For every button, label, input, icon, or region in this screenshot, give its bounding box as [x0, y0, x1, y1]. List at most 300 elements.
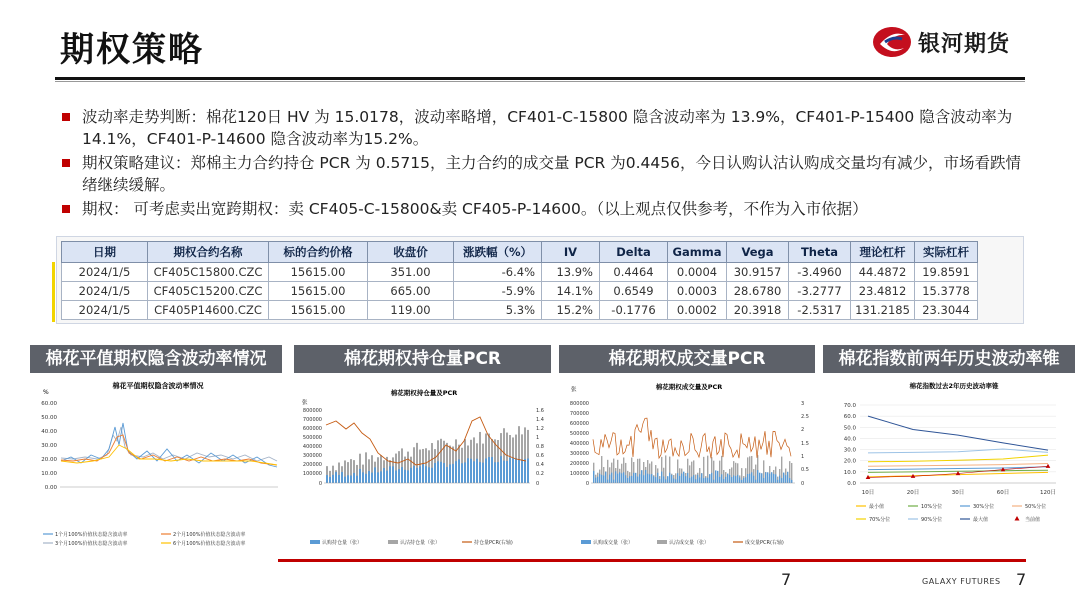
table-cell: 131.2185 — [851, 301, 915, 320]
y-tick: 30.00 — [41, 443, 57, 449]
y-tick: 300000 — [302, 453, 322, 459]
call-vol-bar — [693, 475, 694, 483]
call-vol-bar — [679, 476, 680, 483]
table-cell: 15.2% — [542, 301, 600, 320]
col-header: Theta — [789, 242, 851, 263]
y-tick: 400000 — [569, 441, 589, 447]
title-divider — [55, 77, 1025, 80]
call-oi-bar — [527, 459, 529, 483]
call-oi-bar — [419, 466, 421, 483]
call-vol-bar — [729, 475, 730, 483]
call-vol-bar — [717, 471, 718, 483]
call-vol-bar — [683, 472, 684, 483]
call-vol-bar — [719, 477, 720, 483]
call-vol-bar — [733, 475, 734, 483]
y-tick: 500000 — [569, 431, 589, 437]
call-oi-bar — [524, 459, 526, 483]
y-tick: 600000 — [569, 421, 589, 427]
y2-tick: 1 — [801, 454, 805, 460]
bullet-strategy: 期权策略建议：郑棉主力合约持仓 PCR 为 0.5715，主力合约的成交量 PCR 为0.4456，今日认购认沽认购成交量均有减少，市场看跌情绪继续缓解。 — [62, 152, 1024, 196]
call-vol-bar — [671, 475, 672, 483]
table-cell: 665.00 — [368, 282, 454, 301]
options-table-frame — [56, 236, 1024, 324]
call-oi-bar — [365, 474, 367, 483]
bullet-options: 期权： 可考虑卖出宽跨期权：卖 CF405-C-15800&卖 CF405-P-14600。（以上观点仅供参考，不作为入市依据） — [62, 198, 1024, 220]
call-vol-bar — [699, 478, 700, 483]
call-vol-bar — [645, 470, 646, 483]
call-oi-bar — [332, 475, 334, 483]
y2-tick: 0.8 — [536, 444, 544, 450]
call-vol-bar — [771, 472, 772, 483]
put-vol-bar — [665, 455, 666, 483]
table-cell: 15615.00 — [269, 282, 368, 301]
legend-item: 当前值 — [1025, 517, 1041, 523]
call-vol-bar — [703, 478, 704, 483]
y2-tick: 3 — [801, 401, 805, 407]
call-oi-bar — [338, 475, 340, 483]
table-cell: 44.4872 — [851, 263, 915, 282]
call-oi-bar — [461, 463, 463, 483]
legend-item: 成交量PCR(右轴) — [745, 540, 784, 546]
chart-title: 棉花平值期权隐含波动率情况 — [112, 382, 204, 390]
y-tick: 200000 — [569, 461, 589, 467]
call-vol-bar — [763, 478, 764, 483]
oi-pcr-chart — [296, 375, 552, 553]
call-oi-bar — [455, 461, 457, 483]
y-tick: 60.0 — [843, 414, 856, 421]
call-oi-bar — [476, 459, 478, 483]
call-vol-bar — [761, 473, 762, 483]
call-vol-bar — [695, 479, 696, 483]
y-tick: 700000 — [569, 411, 589, 417]
call-oi-bar — [416, 468, 418, 483]
call-vol-bar — [721, 474, 722, 483]
call-vol-bar — [653, 476, 654, 483]
call-vol-bar — [651, 474, 652, 483]
call-oi-bar — [512, 458, 514, 483]
vol-bars — [593, 455, 792, 483]
footer-brand: GALAXY FUTURES — [922, 577, 1001, 586]
call-vol-bar — [609, 475, 610, 483]
y-tick: 100000 — [302, 471, 322, 477]
legend-item: 3个月100%价值状态隐含波动率 — [55, 541, 128, 547]
call-oi-bar — [521, 460, 523, 483]
call-vol-bar — [787, 472, 788, 483]
table-cell: 0.4464 — [600, 263, 668, 282]
call-vol-bar — [603, 476, 604, 483]
call-vol-bar — [621, 473, 622, 483]
call-oi-bar — [494, 462, 496, 483]
call-vol-bar — [673, 478, 674, 483]
call-oi-bar — [344, 477, 346, 483]
brand-name: 银河期货 — [918, 31, 1011, 57]
y2-tick: 1.5 — [801, 441, 809, 447]
call-oi-bar — [347, 475, 349, 483]
legend-item: 1个月100%价值状态隐含波动率 — [55, 532, 128, 538]
call-oi-bar — [437, 461, 439, 483]
y-tick: 0.00 — [44, 485, 57, 491]
footer-divider — [278, 559, 1026, 562]
highlight-bar — [52, 262, 55, 322]
call-oi-bar — [470, 459, 472, 483]
call-oi-bar — [389, 466, 391, 483]
call-vol-bar — [611, 473, 612, 483]
series-line — [868, 464, 1048, 467]
call-vol-bar — [633, 473, 634, 483]
call-vol-bar — [657, 473, 658, 483]
legend-item: 认购成交量（张） — [593, 540, 634, 546]
y-tick: 700000 — [302, 417, 322, 423]
call-vol-bar — [709, 474, 710, 483]
bullet-volatility: 波动率走势判断：棉花120日 HV 为 15.0178，波动率略增，CF401-C-15800 隐含波动率为 13.9%，CF401-P-15400 隐含波动率为 14.1%，CF401-P-14600 隐含波动率为15.2%。 — [62, 106, 1024, 150]
call-vol-bar — [739, 478, 740, 483]
table-cell: 0.0002 — [668, 301, 727, 320]
call-vol-bar — [619, 472, 620, 483]
legend-item: 认沽成交量（张） — [669, 540, 710, 546]
y2-tick: 1.6 — [536, 408, 544, 414]
y-tick: 0.0 — [847, 481, 856, 487]
y-tick: 10.00 — [41, 471, 57, 477]
y-tick: 70.0 — [843, 403, 856, 409]
table-row — [62, 263, 978, 282]
table-cell: 0.0003 — [668, 282, 727, 301]
call-oi-bar — [362, 472, 364, 483]
y2-tick: 0 — [801, 481, 805, 487]
table-cell: 23.4812 — [851, 282, 915, 301]
call-vol-bar — [781, 478, 782, 483]
call-vol-bar — [759, 473, 760, 483]
call-oi-bar — [473, 461, 475, 483]
call-vol-bar — [659, 479, 660, 483]
call-vol-bar — [769, 474, 770, 483]
call-vol-bar — [623, 472, 624, 483]
call-vol-bar — [737, 475, 738, 483]
col-header: Gamma — [668, 242, 727, 263]
call-vol-bar — [691, 477, 692, 483]
call-oi-bar — [515, 458, 517, 483]
call-vol-bar — [757, 470, 758, 483]
call-vol-bar — [777, 480, 778, 483]
call-vol-bar — [779, 476, 780, 483]
legend-item: 2个月100%价值状态隐含波动率 — [173, 532, 246, 538]
iv-chart — [33, 375, 283, 553]
current-marker — [1046, 464, 1051, 468]
bullet-marker-icon — [62, 205, 70, 213]
call-vol-bar — [685, 476, 686, 483]
panel-heading-iv: 棉花平值期权隐含波动率情况 — [30, 345, 282, 373]
call-oi-bar — [485, 459, 487, 483]
call-vol-bar — [735, 476, 736, 483]
legend-item: 最大值 — [973, 517, 989, 523]
call-oi-bar — [488, 457, 490, 483]
call-vol-bar — [615, 471, 616, 483]
col-header: 期权合约名称 — [148, 242, 269, 263]
call-oi-bar — [446, 467, 448, 483]
call-vol-bar — [773, 474, 774, 483]
table-cell: -3.4960 — [789, 263, 851, 282]
call-oi-bar — [341, 472, 343, 483]
call-vol-bar — [635, 473, 636, 483]
call-vol-bar — [731, 477, 732, 483]
call-vol-bar — [767, 472, 768, 483]
call-oi-bar — [326, 475, 328, 483]
chart-unit: % — [43, 389, 49, 396]
options-table — [61, 241, 978, 320]
call-oi-bar — [398, 469, 400, 483]
call-oi-bar — [371, 473, 373, 483]
legend-item: 认沽持仓量（张） — [400, 540, 441, 546]
hv-cone-chart — [824, 375, 1074, 555]
call-oi-bar — [434, 463, 436, 483]
col-header: 日期 — [62, 242, 148, 263]
title-divider-thin — [55, 81, 1025, 82]
table-cell: -0.1776 — [600, 301, 668, 320]
call-vol-bar — [753, 476, 754, 483]
call-vol-bar — [595, 478, 596, 483]
y2-tick: 1 — [536, 435, 540, 441]
oi-bars — [326, 426, 529, 483]
call-oi-bar — [431, 468, 433, 483]
call-oi-bar — [329, 477, 331, 483]
call-oi-bar — [353, 473, 355, 483]
call-oi-bar — [440, 462, 442, 483]
col-header: 标的合约价格 — [269, 242, 368, 263]
call-vol-bar — [755, 480, 756, 483]
table-cell: 15615.00 — [269, 263, 368, 282]
y-tick: 0 — [318, 481, 322, 487]
call-vol-bar — [639, 474, 640, 483]
call-oi-bar — [479, 462, 481, 483]
call-vol-bar — [597, 477, 598, 483]
call-vol-bar — [715, 470, 716, 483]
call-oi-bar — [356, 476, 358, 483]
table-cell: CF405C15200.CZC — [148, 282, 269, 301]
call-vol-bar — [593, 471, 594, 483]
call-oi-bar — [428, 467, 430, 483]
y-tick: 40.0 — [843, 436, 856, 443]
call-oi-bar — [407, 470, 409, 483]
chart-title: 棉花指数过去2年历史波动率锥 — [909, 382, 999, 390]
y2-tick: 0.5 — [801, 467, 809, 473]
table-cell: 5.3% — [454, 301, 542, 320]
call-vol-bar — [599, 474, 600, 483]
call-oi-bar — [509, 458, 511, 483]
call-oi-bar — [377, 472, 379, 483]
table-cell: -3.2777 — [789, 282, 851, 301]
call-vol-bar — [745, 477, 746, 483]
call-vol-bar — [629, 476, 630, 483]
y-tick: 200000 — [302, 462, 322, 468]
call-oi-bar — [422, 464, 424, 483]
call-oi-bar — [500, 456, 502, 483]
legend-item: 6个月100%价值状态隐含波动率 — [173, 541, 246, 547]
brand-logo — [872, 26, 1010, 58]
col-header: 理论杠杆 — [851, 242, 915, 263]
call-vol-bar — [751, 472, 752, 483]
y2-tick: 2 — [801, 427, 805, 433]
table-cell: 15615.00 — [269, 301, 368, 320]
call-vol-bar — [681, 474, 682, 483]
legend-item: 90%分位 — [921, 517, 943, 523]
x-tick: 20日 — [906, 490, 920, 496]
call-vol-bar — [605, 472, 606, 483]
call-oi-bar — [368, 471, 370, 483]
call-vol-bar — [613, 480, 614, 483]
y2-tick: 0 — [536, 481, 540, 487]
call-oi-bar — [452, 464, 454, 483]
y-tick: 40.00 — [41, 429, 57, 435]
call-vol-bar — [697, 475, 698, 483]
put-vol-bar — [607, 460, 608, 483]
table-cell: 351.00 — [368, 263, 454, 282]
call-oi-bar — [383, 468, 385, 483]
call-vol-bar — [617, 474, 618, 483]
call-oi-bar — [392, 466, 394, 483]
col-header: Delta — [600, 242, 668, 263]
call-oi-bar — [335, 472, 337, 483]
call-oi-bar — [374, 467, 376, 483]
x-tick: 60日 — [996, 490, 1010, 496]
table-cell: 2024/1/5 — [62, 263, 148, 282]
call-vol-bar — [725, 477, 726, 483]
call-oi-bar — [443, 463, 445, 483]
chart-unit: 张 — [302, 400, 308, 406]
table-cell: 13.9% — [542, 263, 600, 282]
x-tick: 10日 — [861, 490, 875, 496]
call-vol-bar — [607, 480, 608, 483]
table-cell: CF405P14600.CZC — [148, 301, 269, 320]
col-header: IV — [542, 242, 600, 263]
table-cell: 15.3778 — [915, 282, 978, 301]
col-header: Vega — [727, 242, 789, 263]
table-header-row — [62, 242, 978, 263]
y-tick: 100000 — [569, 471, 589, 477]
call-oi-bar — [404, 470, 406, 483]
vol-pcr-line — [593, 418, 791, 458]
table-cell: 19.8591 — [915, 263, 978, 282]
page-number: 7 — [781, 570, 792, 589]
table-cell: 0.6549 — [600, 282, 668, 301]
legend-item: 最小值 — [869, 504, 885, 510]
call-vol-bar — [627, 478, 628, 483]
table-cell: -6.4% — [454, 263, 542, 282]
table-cell: 23.3044 — [915, 301, 978, 320]
y-tick: 20.00 — [41, 457, 57, 463]
call-oi-bar — [497, 462, 499, 483]
y-tick: 50.0 — [843, 425, 856, 432]
col-header: 涨跌幅（%） — [454, 242, 542, 263]
call-vol-bar — [663, 476, 664, 483]
y2-tick: 1.4 — [536, 417, 544, 423]
y2-tick: 2.5 — [801, 414, 809, 420]
call-oi-bar — [482, 463, 484, 483]
call-oi-bar — [359, 469, 361, 483]
call-vol-bar — [643, 475, 644, 483]
bullet-marker-icon — [62, 159, 70, 167]
call-oi-bar — [350, 476, 352, 483]
call-vol-bar — [711, 473, 712, 483]
y2-tick: 0.4 — [536, 462, 544, 468]
panel-heading-oi-pcr: 棉花期权持仓量PCR — [294, 345, 551, 373]
call-vol-bar — [785, 475, 786, 483]
page-number-right: 7 — [1016, 570, 1027, 589]
call-vol-bar — [775, 474, 776, 483]
table-cell: 0.0004 — [668, 263, 727, 282]
y-tick: 20.0 — [843, 458, 856, 465]
call-oi-bar — [458, 459, 460, 483]
panel-heading-hv-cone: 棉花指数前两年历史波动率锥 — [823, 345, 1075, 373]
call-vol-bar — [747, 474, 748, 483]
call-vol-bar — [649, 474, 650, 483]
y-tick: 60.00 — [41, 401, 57, 407]
table-cell: -5.9% — [454, 282, 542, 301]
series-line — [868, 416, 1048, 450]
call-oi-bar — [380, 471, 382, 483]
y-tick: 10.0 — [843, 469, 856, 476]
bullet-list — [62, 106, 1024, 222]
call-vol-bar — [655, 477, 656, 483]
call-oi-bar — [503, 461, 505, 483]
vol-pcr-chart — [561, 375, 817, 553]
call-vol-bar — [667, 476, 668, 483]
call-oi-bar — [410, 468, 412, 483]
call-vol-bar — [765, 472, 766, 483]
call-vol-bar — [701, 473, 702, 483]
page-title: 期权策略 — [60, 30, 204, 70]
call-vol-bar — [743, 478, 744, 483]
call-vol-bar — [689, 478, 690, 483]
call-vol-bar — [687, 473, 688, 483]
table-cell: 28.6780 — [727, 282, 789, 301]
call-vol-bar — [705, 478, 706, 483]
x-tick: 30日 — [951, 490, 965, 496]
call-oi-bar — [425, 466, 427, 483]
call-oi-bar — [464, 462, 466, 483]
call-vol-bar — [665, 479, 666, 483]
y-tick: 500000 — [302, 435, 322, 441]
table-cell: 119.00 — [368, 301, 454, 320]
y-tick: 50.00 — [41, 415, 57, 421]
panel-heading-vol-pcr: 棉花期权成交量PCR — [559, 345, 815, 373]
chart-title: 棉花期权成交量及PCR — [655, 383, 723, 391]
call-vol-bar — [641, 470, 642, 483]
call-vol-bar — [741, 480, 742, 483]
chart-unit: 张 — [571, 387, 577, 393]
col-header: 收盘价 — [368, 242, 454, 263]
y2-tick: 0.2 — [536, 471, 544, 477]
y-tick: 800000 — [302, 408, 322, 414]
col-header: 实际杠杆 — [915, 242, 978, 263]
table-cell: CF405C15800.CZC — [148, 263, 269, 282]
call-oi-bar — [467, 458, 469, 483]
call-oi-bar — [518, 459, 520, 483]
legend-item: 30%分位 — [973, 504, 995, 510]
galaxy-logo-icon — [872, 26, 912, 58]
call-vol-bar — [675, 479, 676, 483]
y2-tick: 1.2 — [536, 426, 544, 432]
call-oi-bar — [491, 457, 493, 483]
call-oi-bar — [386, 471, 388, 483]
call-vol-bar — [791, 480, 792, 483]
call-oi-bar — [506, 461, 508, 483]
legend-marker — [1015, 516, 1020, 521]
call-oi-bar — [395, 471, 397, 483]
y-tick: 0 — [585, 481, 589, 487]
put-vol-bar — [613, 459, 614, 483]
call-oi-bar — [413, 466, 415, 483]
y-tick: 30.0 — [843, 447, 856, 454]
table-cell: 30.9157 — [727, 263, 789, 282]
